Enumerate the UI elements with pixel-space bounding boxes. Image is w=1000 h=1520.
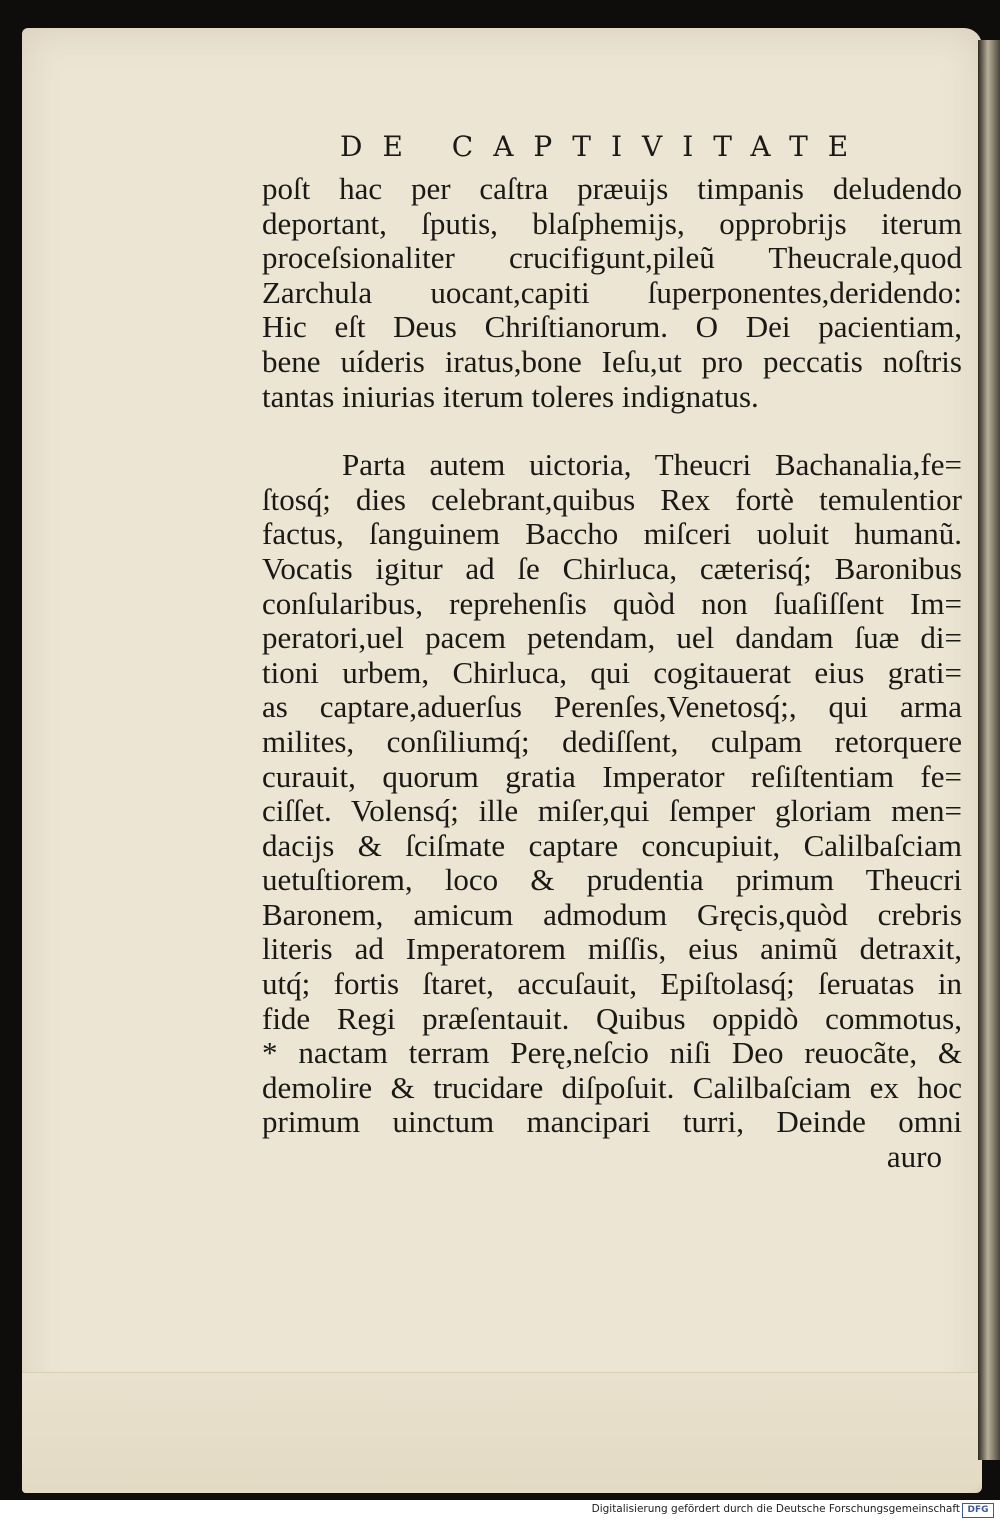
text-line: poſt hac per caſtra præuijs timpanis deludendo [262, 171, 962, 206]
text-line: milites, conſiliumq́; dediſſent, culpam retorquere [262, 723, 962, 759]
text-line: deportant, ſputis, blaſphemijs, opprobrijs iterum [262, 205, 962, 241]
text-line: Hic eſt Deus Chriſtianorum. O Dei pacientiam, [262, 309, 962, 345]
text-line: demolire & trucidare diſpoſuit. Calilbaſciam ex hoc [262, 1069, 962, 1105]
text-line: bene uíderis iratus,bone Ieſu,ut pro peccatis noſtris [262, 343, 962, 379]
text-line: uetuſtiorem, loco & prudentia primum Theucri [262, 862, 962, 898]
text-line: dacijs & ſciſmate captare concupiuit, Calilbaſciam [262, 827, 962, 863]
text-line: factus, ſanguinem Baccho miſceri uoluit humanũ. [262, 516, 962, 552]
text-block [262, 172, 962, 1175]
text-line: ciſſet. Volensq́; ille miſer,qui ſemper gloriam men= [262, 793, 962, 829]
text-line: primum uinctum mancipari turri, Deinde omni [262, 1104, 962, 1140]
text-line: tantas iniurias iterum toleres indignatus. [262, 378, 759, 414]
text-line: proceſsionaliter crucifigunt,pileũ Theucrale,quod [262, 240, 962, 276]
paragraph-first-line: Parta autem uictoria, Theucri Bachanalia,fe= [342, 447, 962, 483]
digitization-credit: Digitalisierung gefördert durch die Deutsche Forschungsgemeinschaft [591, 1503, 960, 1515]
book-edge [978, 40, 1000, 1460]
text-line: * nactam terram Perę,neſcio niſi Deo reuocãte, & [262, 1035, 962, 1071]
text-line: Vocatis igitur ad ſe Chirluca, cæterisq́; Baronibus [262, 550, 962, 586]
text-line: Zarchula uocant,capiti ſuperponentes,deridendo: [262, 274, 962, 310]
text-line: peratori,uel pacem petendam, uel dandam ſuæ di= [262, 620, 962, 656]
paragraph-gap [262, 414, 962, 448]
text-line: tioni urbem, Chirluca, qui cogitauerat eius grati= [262, 654, 962, 690]
footer-bar [0, 1500, 1000, 1520]
text-line: ſtosq́; dies celebrant,quibus Rex fortè temulentior [262, 481, 962, 517]
running-head: DE CAPTIVITATE [340, 130, 869, 163]
text-line: as captare,aduerſus Perenſes,Venetosq́;, qui arma [262, 689, 962, 725]
text-line: utq́; fortis ſtaret, accuſauit, Epiſtolasq́; ſeruatas in [262, 966, 962, 1002]
catchword: auro [886, 1139, 942, 1175]
text-line: literis ad Imperatorem miſſis, eius animũ detraxit, [262, 931, 962, 967]
text-line: curauit, quorum gratia Imperator reſiſtentiam fe= [262, 758, 962, 794]
text-line: conſularibus, reprehenſis quòd non ſuaſiſſent Im= [262, 585, 962, 621]
text-line: fide Regi præſentauit. Quibus oppidò commotus, [262, 1000, 962, 1036]
text-line: Baronem, amicum admodum Gręcis,quòd crebris [262, 896, 962, 932]
dfg-logo-icon: DFG [962, 1503, 994, 1518]
